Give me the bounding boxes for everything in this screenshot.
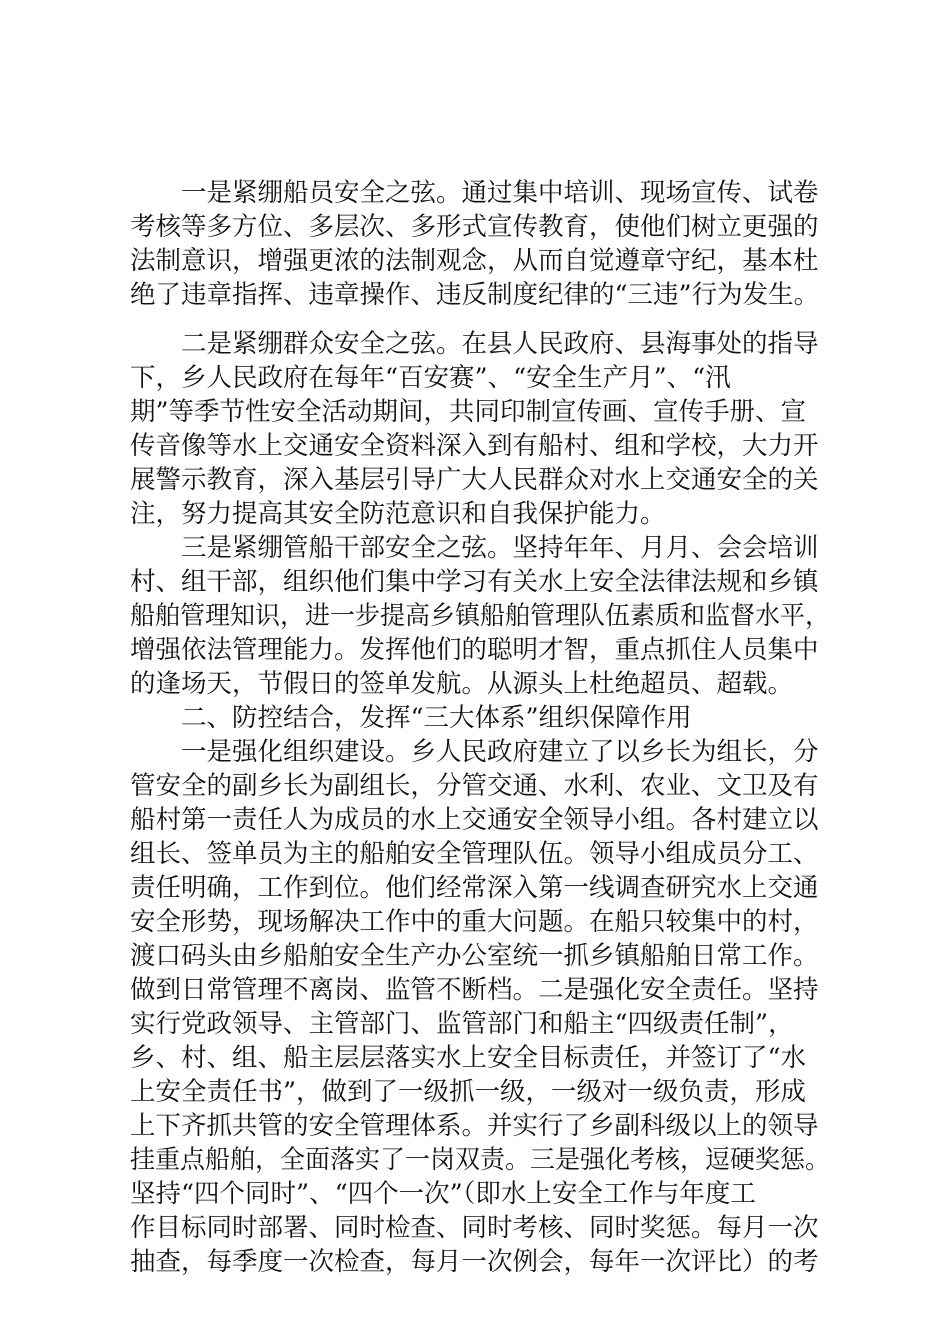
text-line: 注，努力提高其安全防范意识和自我保护能力。 (130, 499, 666, 529)
text-line: 挂重点船舶，全面落实了一岗双责。三是强化考核，逗硬奖惩。 (130, 1145, 831, 1175)
text-line: 管安全的副乡长为副组长，分管交通、水利、农业、文卫及有 (130, 771, 819, 801)
text-line: 做到日常管理不离岗、监管不断档。二是强化安全责任。坚持 (130, 975, 819, 1005)
text-line: 安全形势，现场解决工作中的重大问题。在船只较集中的村， (130, 907, 819, 937)
text-line: 二是紧绷群众安全之弦。在县人民政府、县海事处的指导 (130, 329, 819, 359)
text-line: 责任明确，工作到位。他们经常深入第一线调查研究水上交通 (130, 873, 819, 903)
text-line: 船舶管理知识，进一步提高乡镇船舶管理队伍素质和监督水平， (130, 601, 831, 631)
section-heading: 二、防控结合，发挥“三大体系”组织保障作用 (130, 703, 692, 733)
text-line: 三是紧绷管船干部安全之弦。坚持年年、月月、会会培训 (130, 533, 819, 563)
text-line: 坚持“四个同时”、“四个一次”（即水上安全工作与年度工 (130, 1179, 756, 1209)
text-line: 法制意识，增强更浓的法制观念，从而自觉遵章守纪，基本杜 (130, 246, 819, 276)
text-line: 下，乡人民政府在每年“百安赛”、“安全生产月”、“汛 (130, 363, 731, 393)
text-line: 的逢场天，节假日的签单发航。从源头上杜绝超员、超载。 (130, 669, 794, 699)
text-line: 乡、村、组、船主层层落实水上安全目标责任，并签订了“水 (130, 1043, 807, 1073)
text-line: 抽查，每季度一次检查，每月一次例会，每年一次评比）的考 (130, 1247, 819, 1277)
text-line: 绝了违章指挥、违章操作、违反制度纪律的“三违”行为发生。 (130, 280, 820, 310)
text-line: 增强依法管理能力。发挥他们的聪明才智，重点抓住人员集中 (130, 635, 819, 665)
text-line: 组长、签单员为主的船舶安全管理队伍。领导小组成员分工、 (130, 839, 819, 869)
text-line: 上安全责任书”，做到了一级抓一级，一级对一级负责，形成 (130, 1077, 807, 1107)
text-line: 一是强化组织建设。乡人民政府建立了以乡长为组长，分 (130, 737, 819, 767)
text-line: 村、组干部，组织他们集中学习有关水上安全法律法规和乡镇 (130, 567, 819, 597)
text-line: 渡口码头由乡船舶安全生产办公室统一抓乡镇船舶日常工作。 (130, 941, 819, 971)
text-line: 船村第一责任人为成员的水上交通安全领导小组。各村建立以 (130, 805, 819, 835)
text-line: 实行党政领导、主管部门、监管部门和船主“四级责任制”， (130, 1009, 794, 1039)
text-line: 考核等多方位、多层次、多形式宣传教育，使他们树立更强的 (130, 212, 819, 242)
text-line: 一是紧绷船员安全之弦。通过集中培训、现场宣传、试卷 (130, 178, 819, 208)
text-line: 展警示教育，深入基层引导广大人民群众对水上交通安全的关 (130, 465, 819, 495)
text-line: 传音像等水上交通安全资料深入到有船村、组和学校，大力开 (130, 431, 819, 461)
text-line: 作目标同时部署、同时检查、同时考核、同时奖惩。每月一次 (130, 1213, 819, 1243)
text-line: 上下齐抓共管的安全管理体系。并实行了乡副科级以上的领导 (130, 1111, 819, 1141)
text-line: 期”等季节性安全活动期间，共同印制宣传画、宣传手册、宣 (130, 397, 807, 427)
